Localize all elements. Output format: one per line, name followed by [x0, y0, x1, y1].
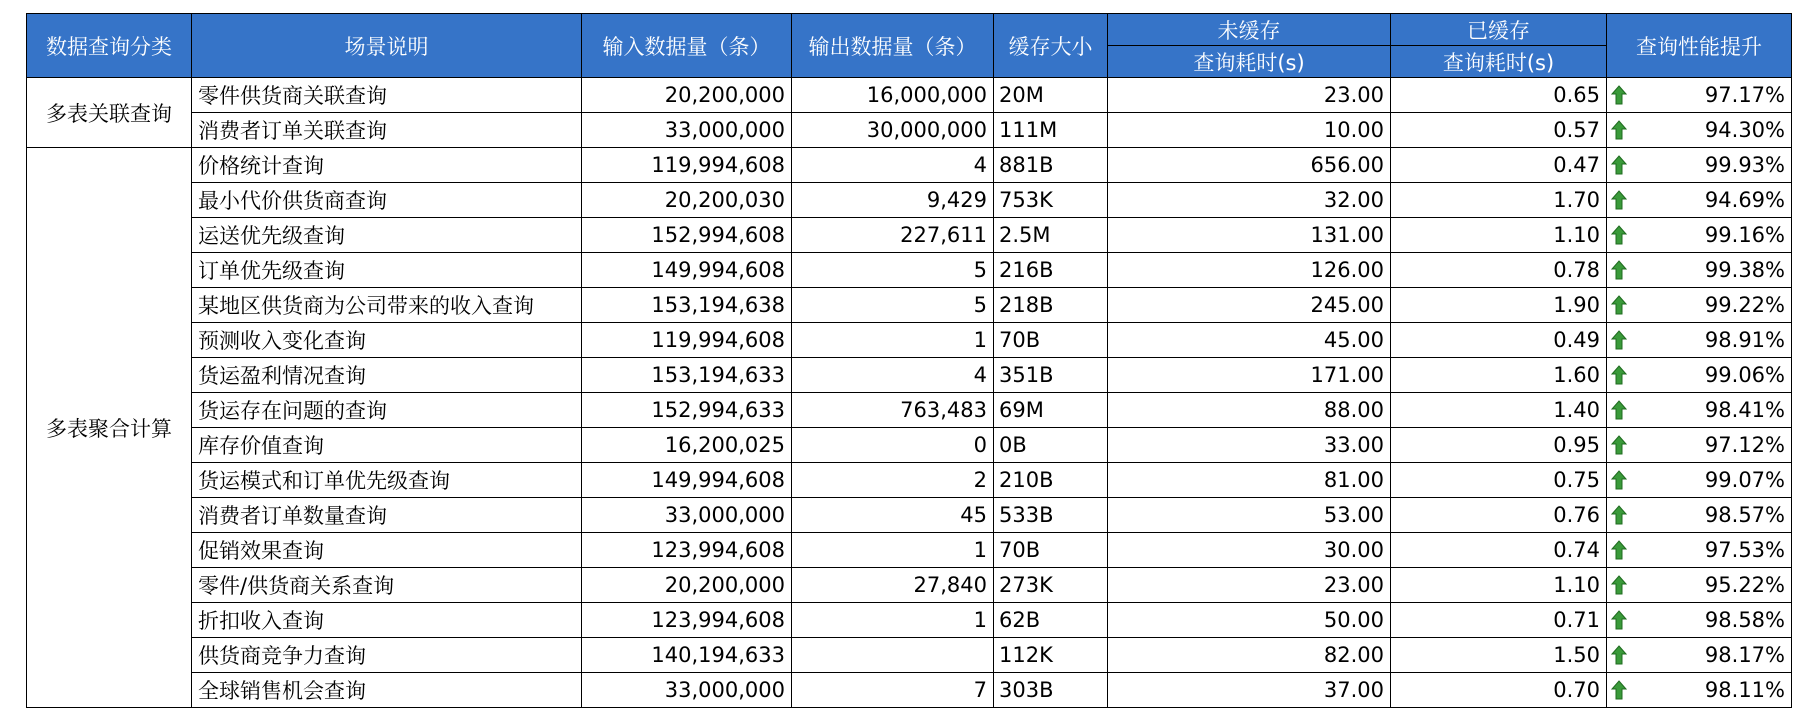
cached-time-cell: 1.50: [1391, 638, 1607, 673]
output-cell: 1: [792, 603, 994, 638]
uncached-time-cell: 245.00: [1108, 288, 1391, 323]
perf-value: 94.69%: [1704, 188, 1785, 212]
output-cell: 763,483: [792, 393, 994, 428]
performance-table: [26, 13, 1792, 708]
perf-cell: [1607, 113, 1792, 148]
perf-value: 95.22%: [1704, 573, 1785, 597]
perf-value: 99.93%: [1704, 153, 1785, 177]
scenario-cell: 促销效果查询: [192, 533, 582, 568]
cached-time-cell: 1.10: [1391, 218, 1607, 253]
uncached-time-cell: 50.00: [1108, 603, 1391, 638]
input-cell: 33,000,000: [582, 498, 792, 533]
cached-time-cell: 1.60: [1391, 358, 1607, 393]
cache-size-cell: 218B: [994, 288, 1108, 323]
perf-cell: [1607, 183, 1792, 218]
perf-cell: [1607, 533, 1792, 568]
table-row: [27, 253, 1792, 288]
scenario-cell: 货运盈利情况查询: [192, 358, 582, 393]
perf-cell: [1607, 148, 1792, 183]
up-arrow-icon: [1611, 680, 1627, 700]
output-cell: 30,000,000: [792, 113, 994, 148]
output-cell: 9,429: [792, 183, 994, 218]
output-cell: 5: [792, 288, 994, 323]
input-cell: 123,994,608: [582, 533, 792, 568]
scenario-cell: 某地区供货商为公司带来的收入查询: [192, 288, 582, 323]
cached-time-cell: 1.90: [1391, 288, 1607, 323]
perf-value: 97.17%: [1704, 83, 1785, 107]
scenario-cell: 最小代价供货商查询: [192, 183, 582, 218]
perf-value: 99.07%: [1704, 468, 1785, 492]
input-cell: 149,994,608: [582, 463, 792, 498]
table-row: [27, 183, 1792, 218]
perf-cell: [1607, 428, 1792, 463]
table-row: [27, 288, 1792, 323]
cached-time-cell: 1.10: [1391, 568, 1607, 603]
table-row: [27, 113, 1792, 148]
header-cache-size: 缓存大小: [994, 14, 1108, 78]
header-cached: 已缓存: [1391, 14, 1607, 46]
scenario-cell: 货运模式和订单优先级查询: [192, 463, 582, 498]
table-row: [27, 393, 1792, 428]
perf-cell: [1607, 673, 1792, 708]
input-cell: 119,994,608: [582, 148, 792, 183]
uncached-time-cell: 171.00: [1108, 358, 1391, 393]
output-cell: 4: [792, 148, 994, 183]
input-cell: 153,194,638: [582, 288, 792, 323]
up-arrow-icon: [1611, 645, 1627, 665]
perf-value: 99.22%: [1704, 293, 1785, 317]
category-cell: 多表关联查询: [27, 78, 192, 148]
table-row: [27, 498, 1792, 533]
scenario-cell: 零件/供货商关系查询: [192, 568, 582, 603]
cached-time-cell: 0.74: [1391, 533, 1607, 568]
table-row: [27, 638, 1792, 673]
output-cell: 16,000,000: [792, 78, 994, 113]
up-arrow-icon: [1611, 120, 1627, 140]
uncached-time-cell: 81.00: [1108, 463, 1391, 498]
scenario-cell: 运送优先级查询: [192, 218, 582, 253]
up-arrow-icon: [1611, 435, 1627, 455]
cached-time-cell: 0.70: [1391, 673, 1607, 708]
cache-size-cell: 351B: [994, 358, 1108, 393]
perf-value: 94.30%: [1704, 118, 1785, 142]
cache-size-cell: 62B: [994, 603, 1108, 638]
output-cell: 45: [792, 498, 994, 533]
perf-value: 98.41%: [1704, 398, 1785, 422]
scenario-cell: 预测收入变化查询: [192, 323, 582, 358]
up-arrow-icon: [1611, 400, 1627, 420]
output-cell: 227,611: [792, 218, 994, 253]
uncached-time-cell: 23.00: [1108, 78, 1391, 113]
cached-time-cell: 0.57: [1391, 113, 1607, 148]
perf-cell: [1607, 498, 1792, 533]
perf-cell: [1607, 218, 1792, 253]
perf-cell: [1607, 253, 1792, 288]
cache-size-cell: 112K: [994, 638, 1108, 673]
uncached-time-cell: 45.00: [1108, 323, 1391, 358]
scenario-cell: 零件供货商关联查询: [192, 78, 582, 113]
uncached-time-cell: 88.00: [1108, 393, 1391, 428]
input-cell: 33,000,000: [582, 673, 792, 708]
cached-time-cell: 0.65: [1391, 78, 1607, 113]
cache-size-cell: 70B: [994, 323, 1108, 358]
table-row: [27, 358, 1792, 393]
table-body: [27, 78, 1792, 708]
perf-value: 97.12%: [1704, 433, 1785, 457]
scenario-cell: 消费者订单关联查询: [192, 113, 582, 148]
perf-cell: [1607, 288, 1792, 323]
up-arrow-icon: [1611, 575, 1627, 595]
cache-size-cell: 210B: [994, 463, 1108, 498]
perf-cell: [1607, 78, 1792, 113]
header-category: 数据查询分类: [27, 14, 192, 78]
perf-value: 98.17%: [1704, 643, 1785, 667]
uncached-time-cell: 82.00: [1108, 638, 1391, 673]
scenario-cell: 货运存在问题的查询: [192, 393, 582, 428]
output-cell: 0: [792, 428, 994, 463]
up-arrow-icon: [1611, 540, 1627, 560]
category-cell: 多表聚合计算: [27, 148, 192, 708]
scenario-cell: 全球销售机会查询: [192, 673, 582, 708]
table-row: [27, 323, 1792, 358]
cached-time-cell: 0.75: [1391, 463, 1607, 498]
perf-value: 97.53%: [1704, 538, 1785, 562]
uncached-time-cell: 33.00: [1108, 428, 1391, 463]
header-input: 输入数据量（条）: [582, 14, 792, 78]
perf-value: 98.91%: [1704, 328, 1785, 352]
uncached-time-cell: 126.00: [1108, 253, 1391, 288]
cache-size-cell: 533B: [994, 498, 1108, 533]
cache-size-cell: 273K: [994, 568, 1108, 603]
scenario-cell: 供货商竞争力查询: [192, 638, 582, 673]
header-uncached-time: 查询耗时(s): [1108, 46, 1391, 78]
cached-time-cell: 0.47: [1391, 148, 1607, 183]
cache-size-cell: 881B: [994, 148, 1108, 183]
input-cell: 20,200,030: [582, 183, 792, 218]
uncached-time-cell: 131.00: [1108, 218, 1391, 253]
header-uncached: 未缓存: [1108, 14, 1391, 46]
perf-value: 98.11%: [1704, 678, 1785, 702]
uncached-time-cell: 656.00: [1108, 148, 1391, 183]
table-row: [27, 78, 1792, 113]
cache-size-cell: 216B: [994, 253, 1108, 288]
perf-cell: [1607, 463, 1792, 498]
perf-value: 99.16%: [1704, 223, 1785, 247]
scenario-cell: 折扣收入查询: [192, 603, 582, 638]
header-perf: 查询性能提升: [1607, 14, 1792, 78]
header-cached-time: 查询耗时(s): [1391, 46, 1607, 78]
scenario-cell: 库存价值查询: [192, 428, 582, 463]
input-cell: 152,994,608: [582, 218, 792, 253]
cached-time-cell: 0.49: [1391, 323, 1607, 358]
output-cell: [792, 638, 994, 673]
table-row: [27, 603, 1792, 638]
perf-cell: [1607, 568, 1792, 603]
up-arrow-icon: [1611, 470, 1627, 490]
uncached-time-cell: 30.00: [1108, 533, 1391, 568]
cached-time-cell: 0.76: [1391, 498, 1607, 533]
table-row: [27, 463, 1792, 498]
cached-time-cell: 0.71: [1391, 603, 1607, 638]
cache-size-cell: 753K: [994, 183, 1108, 218]
up-arrow-icon: [1611, 190, 1627, 210]
up-arrow-icon: [1611, 155, 1627, 175]
cached-time-cell: 0.95: [1391, 428, 1607, 463]
cache-size-cell: 2.5M: [994, 218, 1108, 253]
cache-size-cell: 303B: [994, 673, 1108, 708]
cache-size-cell: 69M: [994, 393, 1108, 428]
scenario-cell: 订单优先级查询: [192, 253, 582, 288]
cache-size-cell: 70B: [994, 533, 1108, 568]
output-cell: 4: [792, 358, 994, 393]
input-cell: 123,994,608: [582, 603, 792, 638]
cached-time-cell: 1.40: [1391, 393, 1607, 428]
uncached-time-cell: 10.00: [1108, 113, 1391, 148]
uncached-time-cell: 37.00: [1108, 673, 1391, 708]
cache-size-cell: 111M: [994, 113, 1108, 148]
perf-value: 99.38%: [1704, 258, 1785, 282]
up-arrow-icon: [1611, 610, 1627, 630]
input-cell: 16,200,025: [582, 428, 792, 463]
up-arrow-icon: [1611, 365, 1627, 385]
up-arrow-icon: [1611, 505, 1627, 525]
perf-value: 99.06%: [1704, 363, 1785, 387]
input-cell: 20,200,000: [582, 78, 792, 113]
table-row: [27, 148, 1792, 183]
cached-time-cell: 1.70: [1391, 183, 1607, 218]
perf-cell: [1607, 393, 1792, 428]
perf-value: 98.58%: [1704, 608, 1785, 632]
output-cell: 1: [792, 533, 994, 568]
input-cell: 149,994,608: [582, 253, 792, 288]
perf-cell: [1607, 323, 1792, 358]
table-row: [27, 428, 1792, 463]
cache-size-cell: 20M: [994, 78, 1108, 113]
header-output: 输出数据量（条）: [792, 14, 994, 78]
perf-cell: [1607, 358, 1792, 393]
input-cell: 153,194,633: [582, 358, 792, 393]
up-arrow-icon: [1611, 85, 1627, 105]
uncached-time-cell: 53.00: [1108, 498, 1391, 533]
input-cell: 33,000,000: [582, 113, 792, 148]
scenario-cell: 消费者订单数量查询: [192, 498, 582, 533]
table-row: [27, 218, 1792, 253]
cache-size-cell: 0B: [994, 428, 1108, 463]
output-cell: 27,840: [792, 568, 994, 603]
perf-cell: [1607, 603, 1792, 638]
table-row: [27, 533, 1792, 568]
input-cell: 20,200,000: [582, 568, 792, 603]
header-scenario: 场景说明: [192, 14, 582, 78]
uncached-time-cell: 23.00: [1108, 568, 1391, 603]
scenario-cell: 价格统计查询: [192, 148, 582, 183]
up-arrow-icon: [1611, 330, 1627, 350]
output-cell: 1: [792, 323, 994, 358]
table-row: [27, 568, 1792, 603]
output-cell: 2: [792, 463, 994, 498]
input-cell: 140,194,633: [582, 638, 792, 673]
perf-cell: [1607, 638, 1792, 673]
output-cell: 5: [792, 253, 994, 288]
up-arrow-icon: [1611, 260, 1627, 280]
uncached-time-cell: 32.00: [1108, 183, 1391, 218]
up-arrow-icon: [1611, 225, 1627, 245]
input-cell: 152,994,633: [582, 393, 792, 428]
up-arrow-icon: [1611, 295, 1627, 315]
input-cell: 119,994,608: [582, 323, 792, 358]
cached-time-cell: 0.78: [1391, 253, 1607, 288]
table-row: [27, 673, 1792, 708]
output-cell: 7: [792, 673, 994, 708]
perf-value: 98.57%: [1704, 503, 1785, 527]
